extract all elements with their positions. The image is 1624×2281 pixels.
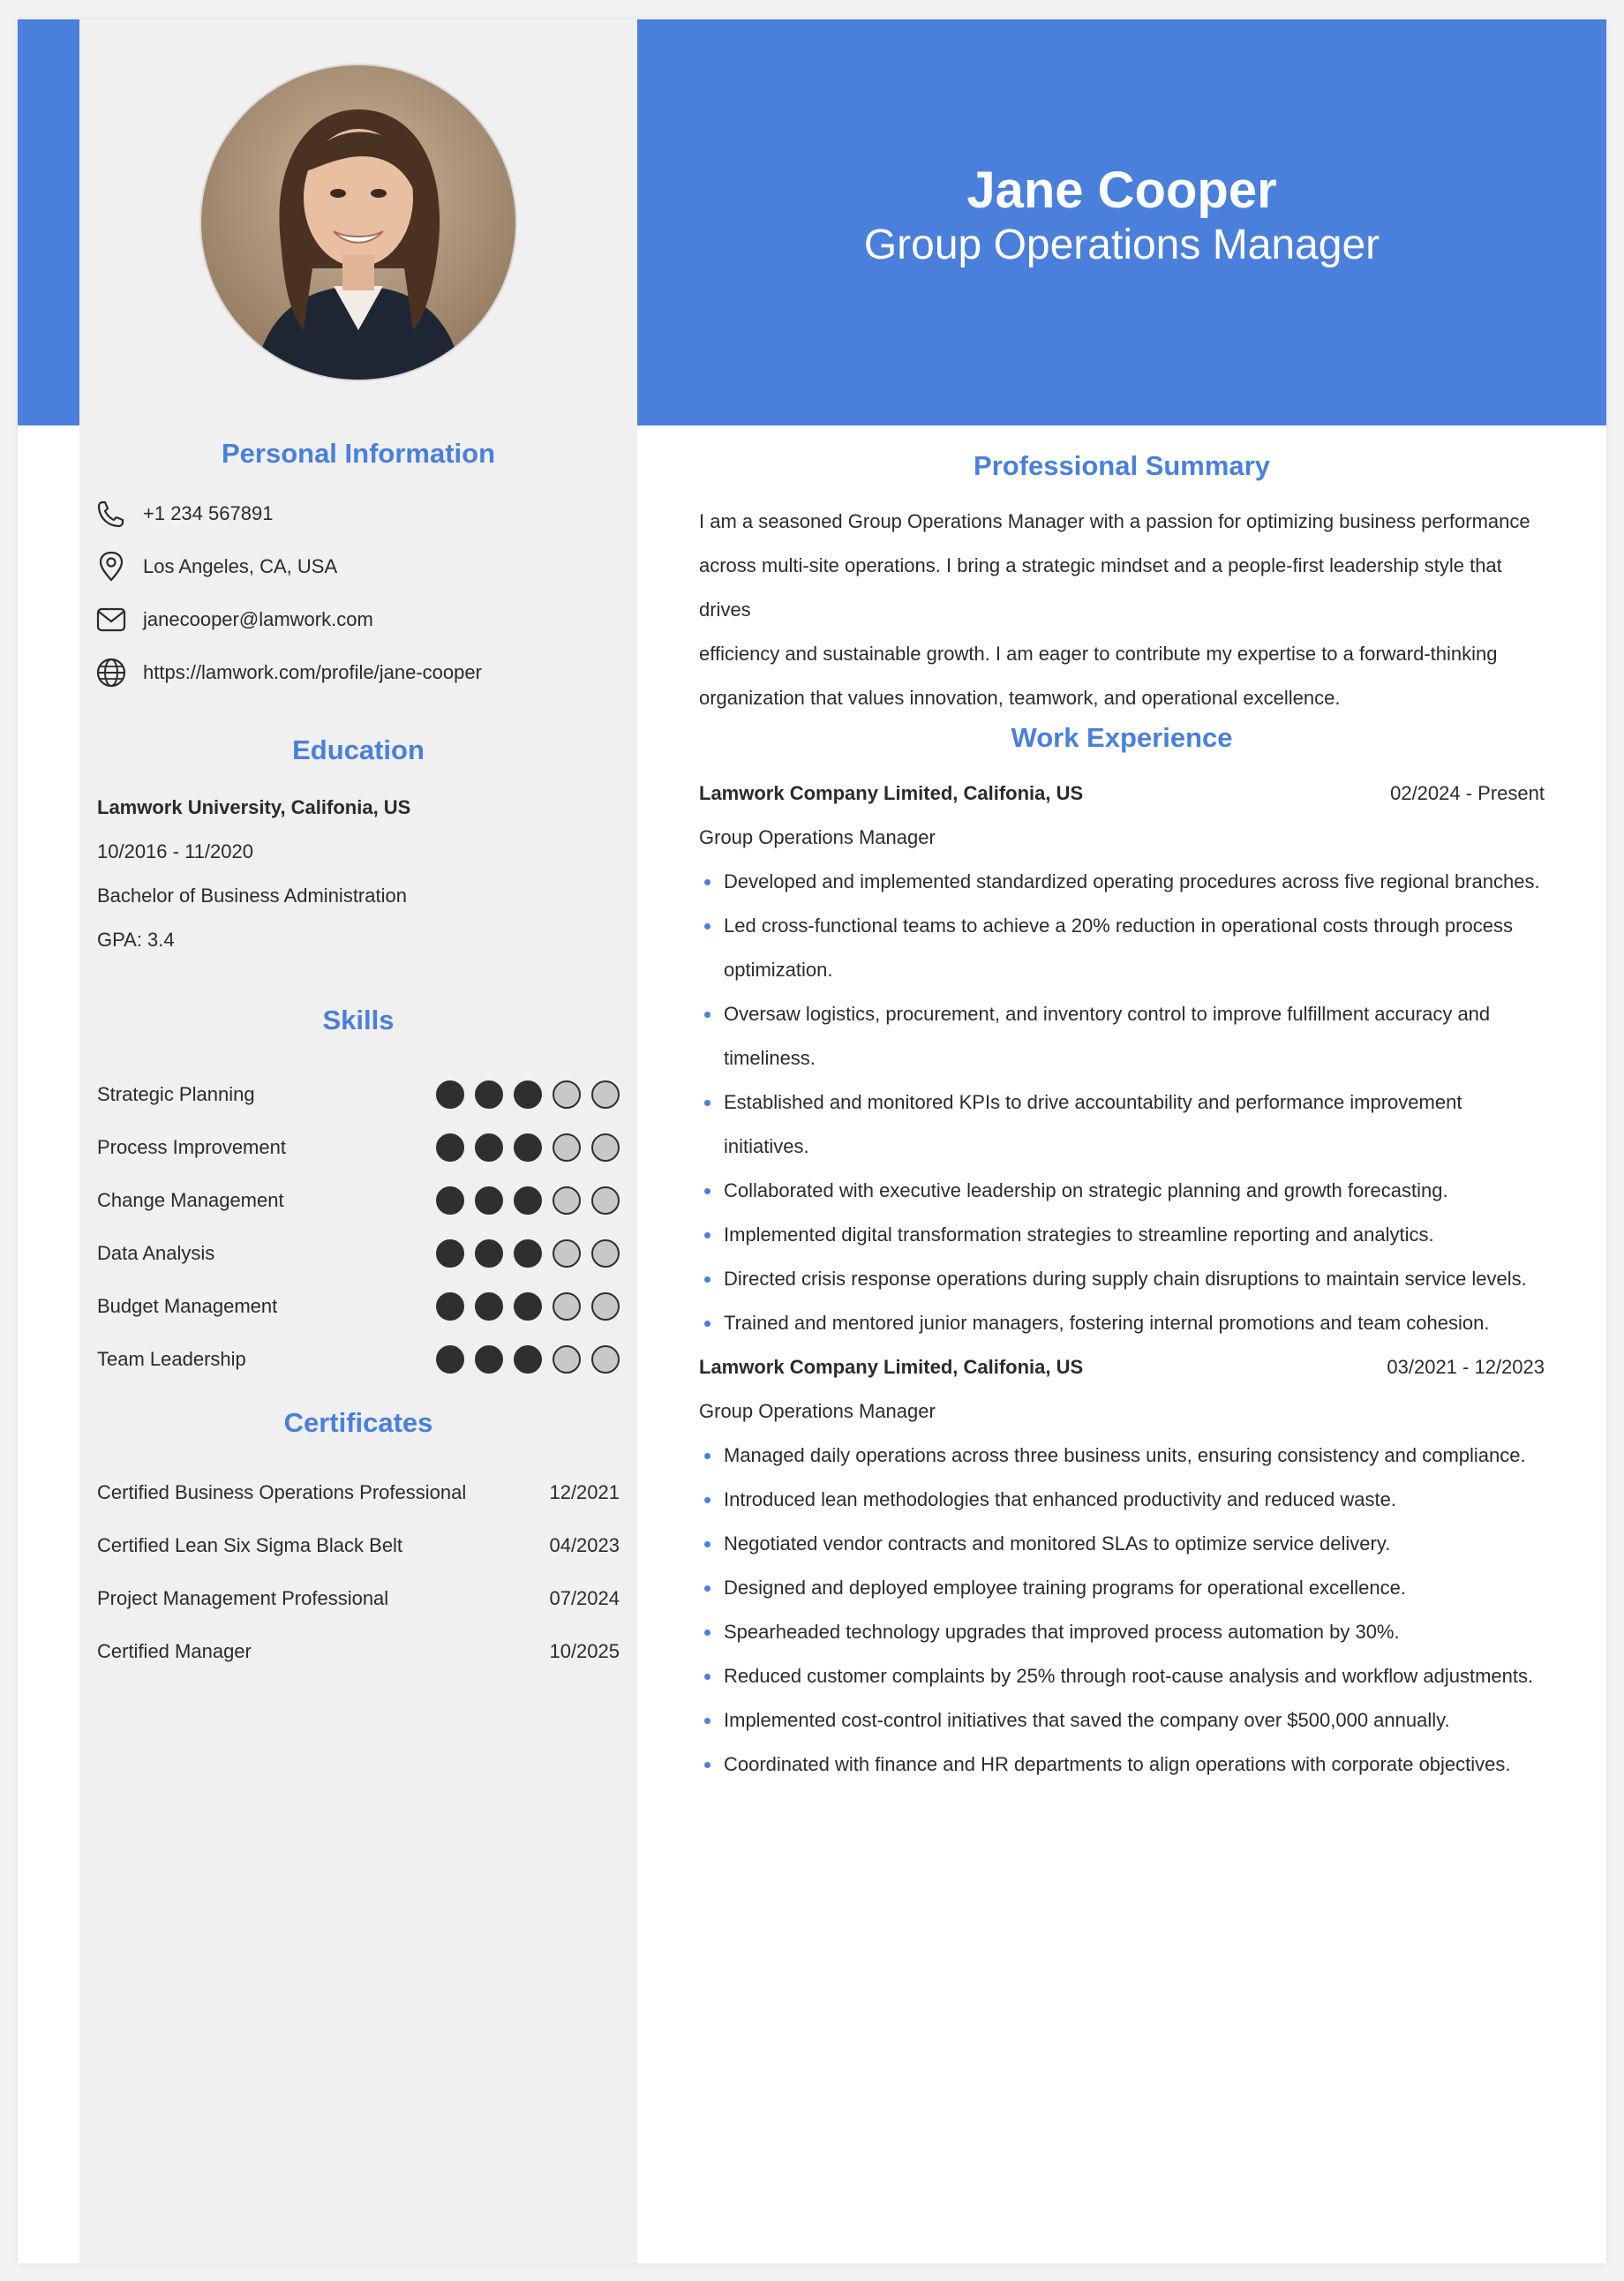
skill-rating <box>436 1186 620 1215</box>
job-bullet: Established and monitored KPIs to drive accountability and performance improvement initiatives. <box>699 1080 1545 1169</box>
job-bullet: Coordinated with finance and HR departments to align operations with corporate objectives. <box>699 1743 1545 1787</box>
contact-website <box>94 655 482 690</box>
job-bullet: Negotiated vendor contracts and monitored SLAs to optimize service delivery. <box>699 1522 1545 1566</box>
header-banner <box>637 19 1606 425</box>
certificate-date: 12/2021 <box>549 1481 620 1503</box>
education-heading: Education <box>292 734 425 765</box>
certificates-heading: Certificates <box>283 1407 433 1438</box>
job-role: Group Operations Manager <box>699 826 936 848</box>
skill-dot-empty <box>553 1186 581 1215</box>
skill-name: Strategic Planning <box>97 1083 255 1105</box>
job-bullet: Led cross-functional teams to achieve a 20% reduction in operational costs through process optimization. <box>699 904 1545 992</box>
skill-dot-filled <box>475 1345 503 1374</box>
skill-rating <box>436 1292 620 1321</box>
skills-heading: Skills <box>322 1005 395 1035</box>
job-bullet: Trained and mentored junior managers, fostering internal promotions and team cohesion. <box>699 1301 1545 1345</box>
skill-dot-empty <box>553 1080 581 1109</box>
skill-rating <box>436 1239 620 1268</box>
skill-dot-filled <box>514 1239 542 1268</box>
job-dates: 03/2021 - 12/2023 <box>1387 1356 1545 1378</box>
job-role: Group Operations Manager <box>699 1400 936 1422</box>
job-company: Lamwork Company Limited, Califonia, US <box>699 782 1084 804</box>
summary-line: efficiency and sustainable growth. I am eager to contribute my expertise to a forward-thinking <box>699 643 1498 665</box>
job-header <box>699 772 1545 816</box>
contact-email <box>94 602 373 637</box>
skill-dot-filled <box>436 1239 464 1268</box>
jobs-list <box>699 772 1545 1787</box>
certificates-section <box>79 1407 637 1439</box>
profile-photo <box>199 64 517 381</box>
job-bullets <box>699 860 1545 1345</box>
skill-dot-empty <box>553 1133 581 1162</box>
contact-phone <box>94 496 273 531</box>
education-dates: 10/2016 - 11/2020 <box>97 840 253 862</box>
work-experience-section <box>699 722 1545 1787</box>
skill-dot-filled <box>436 1186 464 1215</box>
certificate-row <box>97 1481 620 1504</box>
skill-dot-empty <box>591 1292 620 1321</box>
skill-row <box>97 1342 620 1377</box>
experience-heading: Work Experience <box>1011 722 1233 753</box>
skill-row <box>97 1183 620 1218</box>
skills-section <box>79 1005 637 1036</box>
job-entry <box>699 1345 1545 1787</box>
job-bullet: Oversaw logistics, procurement, and inventory control to improve fulfillment accuracy and timeliness. <box>699 992 1545 1080</box>
job-bullet: Developed and implemented standardized operating procedures across five regional branches. <box>699 860 1545 904</box>
summary-line: organization that values innovation, teamwork, and operational excellence. <box>699 687 1341 709</box>
certificate-row <box>97 1587 620 1610</box>
certificate-date: 07/2024 <box>549 1587 620 1609</box>
education-section <box>79 734 637 766</box>
certificate-name: Project Management Professional <box>97 1587 389 1609</box>
skill-dot-filled <box>475 1133 503 1162</box>
skill-dot-filled <box>514 1186 542 1215</box>
left-accent-bar <box>18 19 79 425</box>
certificate-name: Certified Business Operations Professional <box>97 1481 467 1503</box>
job-bullet: Spearheaded technology upgrades that improved process automation by 30%. <box>699 1610 1545 1654</box>
education-gpa: GPA: 3.4 <box>97 929 175 951</box>
contact-email-text[interactable]: janecooper@lamwork.com <box>143 608 373 630</box>
skill-dot-filled <box>436 1345 464 1374</box>
job-company: Lamwork Company Limited, Califonia, US <box>699 1356 1084 1378</box>
job-bullets <box>699 1434 1545 1787</box>
skill-dot-filled <box>475 1292 503 1321</box>
personal-info-heading: Personal Information <box>221 438 496 469</box>
certificate-date: 10/2025 <box>549 1640 620 1662</box>
skill-rating <box>436 1080 620 1109</box>
certificate-name: Certified Manager <box>97 1640 252 1662</box>
summary-line: I am a seasoned Group Operations Manager with a passion for optimizing business performance <box>699 510 1530 532</box>
skill-dot-empty <box>591 1239 620 1268</box>
education-school: Lamwork University, Califonia, US <box>97 796 411 818</box>
skill-dot-empty <box>591 1080 620 1109</box>
skill-dot-filled <box>514 1292 542 1321</box>
skill-dot-filled <box>514 1080 542 1109</box>
skill-dot-empty <box>591 1345 620 1374</box>
mail-icon <box>94 602 129 637</box>
location-pin-icon <box>94 549 129 584</box>
skill-rating <box>436 1133 620 1162</box>
skill-dot-empty <box>553 1239 581 1268</box>
skill-dot-empty <box>553 1345 581 1374</box>
phone-icon <box>94 496 129 531</box>
job-bullet: Managed daily operations across three business units, ensuring consistency and compliance. <box>699 1434 1545 1478</box>
skill-name: Data Analysis <box>97 1242 215 1264</box>
certificate-name: Certified Lean Six Sigma Black Belt <box>97 1534 403 1556</box>
contact-phone-text: +1 234 567891 <box>143 502 274 524</box>
globe-icon <box>94 655 129 690</box>
skill-dot-filled <box>436 1133 464 1162</box>
summary-text <box>699 500 1545 720</box>
job-bullet: Introduced lean methodologies that enhanced productivity and reduced waste. <box>699 1478 1545 1522</box>
certificate-row <box>97 1534 620 1557</box>
skill-dot-filled <box>436 1080 464 1109</box>
skill-dot-empty <box>591 1133 620 1162</box>
summary-line: across multi-site operations. I bring a strategic mindset and a people-first leadership style that drives <box>699 554 1502 621</box>
certificate-row <box>97 1640 620 1663</box>
job-bullet: Reduced customer complaints by 25% through root-cause analysis and workflow adjustments. <box>699 1654 1545 1698</box>
person-name: Jane Cooper <box>966 162 1277 219</box>
sidebar <box>79 19 637 2263</box>
job-entry <box>699 772 1545 1345</box>
skill-name: Team Leadership <box>97 1348 246 1370</box>
skill-name: Budget Management <box>97 1295 278 1317</box>
personal-info-section <box>79 438 637 470</box>
skill-rating <box>436 1345 620 1374</box>
contact-location <box>94 549 337 584</box>
contact-location-text: Los Angeles, CA, USA <box>143 555 338 577</box>
skill-dot-filled <box>436 1292 464 1321</box>
contact-website-text[interactable]: https://lamwork.com/profile/jane-cooper <box>143 661 482 683</box>
skill-row <box>97 1236 620 1271</box>
skill-row <box>97 1130 620 1165</box>
job-dates: 02/2024 - Present <box>1390 782 1545 804</box>
job-bullet: Directed crisis response operations during supply chain disruptions to maintain service levels. <box>699 1257 1545 1301</box>
education-degree: Bachelor of Business Administration <box>97 885 407 907</box>
portrait-image <box>201 65 515 380</box>
skill-row <box>97 1077 620 1112</box>
skill-dot-filled <box>475 1239 503 1268</box>
job-header <box>699 1345 1545 1389</box>
skill-dot-filled <box>514 1133 542 1162</box>
skill-name: Change Management <box>97 1189 284 1211</box>
job-bullet: Designed and deployed employee training programs for operational excellence. <box>699 1566 1545 1610</box>
skill-row <box>97 1289 620 1324</box>
skill-dot-filled <box>475 1186 503 1215</box>
job-bullet: Implemented digital transformation strategies to streamline reporting and analytics. <box>699 1213 1545 1257</box>
job-bullet: Collaborated with executive leadership on strategic planning and growth forecasting. <box>699 1169 1545 1213</box>
summary-heading: Professional Summary <box>974 450 1270 481</box>
skill-name: Process Improvement <box>97 1136 286 1158</box>
person-title: Group Operations Manager <box>863 222 1380 268</box>
professional-summary-section <box>699 450 1545 720</box>
skill-dot-filled <box>514 1345 542 1374</box>
job-bullet: Implemented cost-control initiatives that saved the company over $500,000 annually. <box>699 1698 1545 1743</box>
certificate-date: 04/2023 <box>549 1534 620 1556</box>
skill-dot-empty <box>591 1186 620 1215</box>
skill-dot-filled <box>475 1080 503 1109</box>
skill-dot-empty <box>553 1292 581 1321</box>
resume-page <box>18 19 1606 2263</box>
